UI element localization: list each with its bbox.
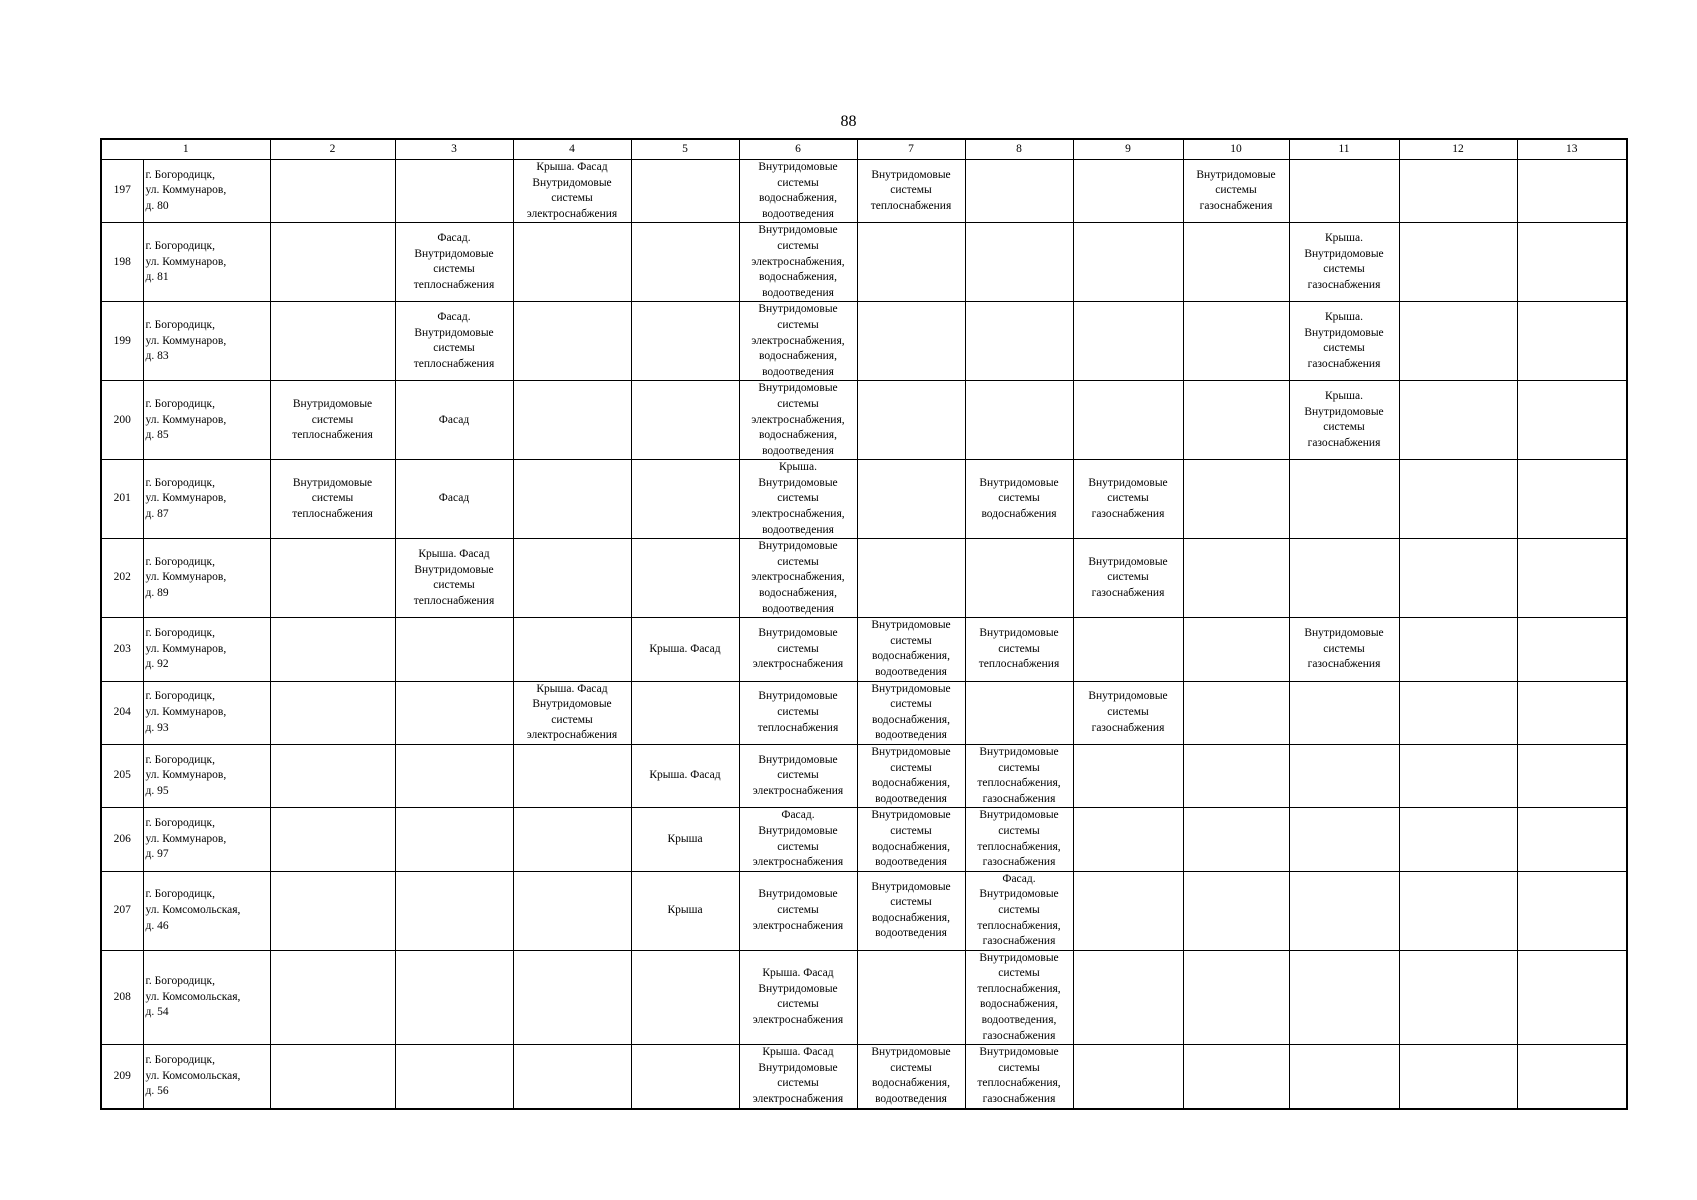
- work-cell: [513, 871, 631, 950]
- work-cell: [270, 871, 395, 950]
- work-cell: [270, 681, 395, 744]
- work-cell: [270, 160, 395, 223]
- row-number: 206: [101, 808, 143, 871]
- work-cell: [631, 1045, 739, 1109]
- work-cell: [1289, 950, 1399, 1045]
- table-row: [101, 539, 1627, 618]
- column-header: 13: [1517, 139, 1627, 160]
- work-cell: [1183, 539, 1289, 618]
- work-cell: [1399, 681, 1517, 744]
- work-cell: [631, 302, 739, 381]
- work-cell: [1073, 871, 1183, 950]
- work-cell: [513, 744, 631, 807]
- work-cell: Фасад: [395, 381, 513, 460]
- work-cell: Крыша: [631, 808, 739, 871]
- address-cell: г. Богородицк, ул. Коммунаров, д. 89: [143, 539, 270, 618]
- work-cell: Крыша. Фасад Внутридомовые системы электроснабжения: [513, 160, 631, 223]
- column-header: 4: [513, 139, 631, 160]
- work-cell: [1517, 950, 1627, 1045]
- work-cell: [631, 950, 739, 1045]
- work-cell: [965, 302, 1073, 381]
- table-row: [101, 871, 1627, 950]
- work-cell: Фасад. Внутридомовые системы электроснабжения: [739, 808, 857, 871]
- work-cell: [1289, 744, 1399, 807]
- row-number: 198: [101, 223, 143, 302]
- page-number: 88: [840, 113, 857, 130]
- work-cell: [965, 539, 1073, 618]
- work-cell: Внутридомовые системы теплоснабжения: [857, 160, 965, 223]
- work-cell: Внутридомовые системы газоснабжения: [1183, 160, 1289, 223]
- work-cell: Крыша. Фасад Внутридомовые системы электроснабжения: [739, 950, 857, 1045]
- work-cell: [270, 808, 395, 871]
- work-cell: [513, 1045, 631, 1109]
- work-cell: [857, 302, 965, 381]
- table-body: [101, 160, 1627, 1109]
- work-cell: Внутридомовые системы водоснабжения, водоотведения: [857, 1045, 965, 1109]
- work-cell: [1073, 302, 1183, 381]
- work-cell: [1399, 871, 1517, 950]
- work-cell: [1073, 744, 1183, 807]
- table-row: [101, 808, 1627, 871]
- work-cell: Внутридомовые системы водоснабжения, водоотведения: [857, 681, 965, 744]
- column-header: 12: [1399, 139, 1517, 160]
- work-cell: Крыша. Фасад Внутридомовые системы теплоснабжения: [395, 539, 513, 618]
- work-cell: [1399, 381, 1517, 460]
- work-cell: [1517, 460, 1627, 539]
- work-cell: [1399, 302, 1517, 381]
- column-header: 10: [1183, 139, 1289, 160]
- work-cell: [1399, 460, 1517, 539]
- address-cell: г. Богородицк, ул. Коммунаров, д. 97: [143, 808, 270, 871]
- address-cell: г. Богородицк, ул. Коммунаров, д. 80: [143, 160, 270, 223]
- work-cell: [1289, 681, 1399, 744]
- table-row: [101, 302, 1627, 381]
- work-cell: [1183, 381, 1289, 460]
- work-cell: [1289, 871, 1399, 950]
- work-cell: Внутридомовые системы теплоснабжения, газоснабжения: [965, 1045, 1073, 1109]
- row-number: 208: [101, 950, 143, 1045]
- repair-schedule-table: [100, 138, 1628, 1110]
- work-cell: Внутридомовые системы водоснабжения, водоотведения: [857, 744, 965, 807]
- work-cell: Крыша. Внутридомовые системы газоснабжения: [1289, 381, 1399, 460]
- table-row: [101, 744, 1627, 807]
- work-cell: [513, 808, 631, 871]
- table-row: [101, 681, 1627, 744]
- work-cell: [513, 539, 631, 618]
- row-number: 199: [101, 302, 143, 381]
- work-cell: [965, 160, 1073, 223]
- table-row: [101, 381, 1627, 460]
- work-cell: [1517, 539, 1627, 618]
- work-cell: Фасад: [395, 460, 513, 539]
- header-row: [101, 139, 1627, 160]
- address-cell: г. Богородицк, ул. Комсомольская, д. 56: [143, 1045, 270, 1109]
- work-cell: Крыша. Фасад Внутридомовые системы электроснабжения: [739, 1045, 857, 1109]
- work-cell: [1183, 302, 1289, 381]
- work-cell: [1289, 1045, 1399, 1109]
- work-cell: Внутридомовые системы теплоснабжения: [270, 460, 395, 539]
- work-cell: [395, 871, 513, 950]
- column-header: 9: [1073, 139, 1183, 160]
- column-header: 11: [1289, 139, 1399, 160]
- work-cell: [1073, 381, 1183, 460]
- work-cell: [965, 681, 1073, 744]
- address-cell: г. Богородицк, ул. Коммунаров, д. 83: [143, 302, 270, 381]
- work-cell: Внутридомовые системы электроснабжения, водоснабжения, водоотведения: [739, 223, 857, 302]
- row-number: 204: [101, 681, 143, 744]
- table-row: [101, 618, 1627, 681]
- work-cell: Внутридомовые системы газоснабжения: [1073, 681, 1183, 744]
- work-cell: [270, 539, 395, 618]
- work-cell: [1289, 460, 1399, 539]
- work-cell: Внутридомовые системы водоснабжения, водоотведения: [857, 871, 965, 950]
- row-number: 202: [101, 539, 143, 618]
- work-cell: [857, 223, 965, 302]
- work-cell: [270, 950, 395, 1045]
- work-cell: [1183, 618, 1289, 681]
- work-cell: [1399, 744, 1517, 807]
- work-cell: [513, 618, 631, 681]
- work-cell: [395, 160, 513, 223]
- work-cell: [1399, 1045, 1517, 1109]
- row-number: 207: [101, 871, 143, 950]
- column-header: 7: [857, 139, 965, 160]
- work-cell: [857, 381, 965, 460]
- work-cell: Крыша. Внутридомовые системы газоснабжения: [1289, 223, 1399, 302]
- work-cell: [395, 808, 513, 871]
- row-number: 203: [101, 618, 143, 681]
- work-cell: Внутридомовые системы теплоснабжения, газоснабжения: [965, 808, 1073, 871]
- work-cell: Внутридомовые системы водоснабжения, водоотведения: [857, 618, 965, 681]
- address-cell: г. Богородицк, ул. Коммунаров, д. 93: [143, 681, 270, 744]
- table-row: [101, 1045, 1627, 1109]
- work-cell: Внутридомовые системы теплоснабжения, водоснабжения, водоотведения, газоснабжения: [965, 950, 1073, 1045]
- work-cell: [1183, 223, 1289, 302]
- work-cell: [631, 460, 739, 539]
- work-cell: [857, 460, 965, 539]
- work-cell: Внутридомовые системы водоснабжения: [965, 460, 1073, 539]
- work-cell: [1517, 808, 1627, 871]
- work-cell: Внутридомовые системы водоснабжения, водоотведения: [857, 808, 965, 871]
- work-cell: [631, 681, 739, 744]
- work-cell: Внутридомовые системы газоснабжения: [1073, 539, 1183, 618]
- row-number: 205: [101, 744, 143, 807]
- work-cell: [1399, 539, 1517, 618]
- work-cell: Внутридомовые системы электроснабжения: [739, 744, 857, 807]
- work-cell: Крыша. Фасад: [631, 618, 739, 681]
- work-cell: [1073, 618, 1183, 681]
- work-cell: [965, 381, 1073, 460]
- address-cell: г. Богородицк, ул. Коммунаров, д. 92: [143, 618, 270, 681]
- work-cell: Крыша. Фасад: [631, 744, 739, 807]
- work-cell: [1517, 223, 1627, 302]
- work-cell: [513, 381, 631, 460]
- work-cell: [395, 950, 513, 1045]
- row-number: 197: [101, 160, 143, 223]
- work-cell: Внутридомовые системы электроснабжения: [739, 618, 857, 681]
- work-cell: [513, 223, 631, 302]
- work-cell: [395, 1045, 513, 1109]
- work-cell: [1517, 302, 1627, 381]
- work-cell: [1073, 1045, 1183, 1109]
- work-cell: [857, 950, 965, 1045]
- work-cell: [1399, 808, 1517, 871]
- work-cell: Крыша. Внутридомовые системы электроснабжения, водоотведения: [739, 460, 857, 539]
- work-cell: Внутридомовые системы электроснабжения, водоснабжения, водоотведения: [739, 302, 857, 381]
- work-cell: [1073, 223, 1183, 302]
- work-cell: [857, 539, 965, 618]
- work-cell: [270, 618, 395, 681]
- work-cell: [1399, 223, 1517, 302]
- work-cell: [1183, 681, 1289, 744]
- work-cell: [1517, 871, 1627, 950]
- work-cell: Фасад. Внутридомовые системы теплоснабжения, газоснабжения: [965, 871, 1073, 950]
- work-cell: [1289, 539, 1399, 618]
- row-number: 200: [101, 381, 143, 460]
- work-cell: [1289, 808, 1399, 871]
- work-cell: [1183, 1045, 1289, 1109]
- work-cell: [1183, 950, 1289, 1045]
- work-cell: [270, 1045, 395, 1109]
- table-row: [101, 160, 1627, 223]
- work-cell: [270, 302, 395, 381]
- table-row: [101, 950, 1627, 1045]
- work-cell: [1073, 160, 1183, 223]
- work-cell: [395, 618, 513, 681]
- work-cell: Внутридомовые системы теплоснабжения: [965, 618, 1073, 681]
- work-cell: [965, 223, 1073, 302]
- work-cell: Внутридомовые системы теплоснабжения, газоснабжения: [965, 744, 1073, 807]
- work-cell: [395, 681, 513, 744]
- work-cell: [1399, 160, 1517, 223]
- work-cell: Крыша: [631, 871, 739, 950]
- work-cell: Внутридомовые системы газоснабжения: [1073, 460, 1183, 539]
- work-cell: [1399, 950, 1517, 1045]
- work-cell: [1399, 618, 1517, 681]
- work-cell: [631, 381, 739, 460]
- work-cell: [1517, 681, 1627, 744]
- work-cell: [1183, 460, 1289, 539]
- work-cell: [513, 950, 631, 1045]
- address-cell: г. Богородицк, ул. Коммунаров, д. 95: [143, 744, 270, 807]
- work-cell: [1183, 808, 1289, 871]
- table-row: [101, 460, 1627, 539]
- work-cell: Внутридомовые системы электроснабжения, водоснабжения, водоотведения: [739, 539, 857, 618]
- work-cell: [1289, 160, 1399, 223]
- column-header: 5: [631, 139, 739, 160]
- work-cell: Внутридомовые системы электроснабжения: [739, 871, 857, 950]
- address-cell: г. Богородицк, ул. Коммунаров, д. 87: [143, 460, 270, 539]
- row-number: 209: [101, 1045, 143, 1109]
- column-header: 3: [395, 139, 513, 160]
- work-cell: Крыша. Внутридомовые системы газоснабжения: [1289, 302, 1399, 381]
- column-header: 8: [965, 139, 1073, 160]
- work-cell: Крыша. Фасад Внутридомовые системы электроснабжения: [513, 681, 631, 744]
- work-cell: Внутридомовые системы теплоснабжения: [270, 381, 395, 460]
- work-cell: [1517, 1045, 1627, 1109]
- address-cell: г. Богородицк, ул. Комсомольская, д. 46: [143, 871, 270, 950]
- work-cell: Внутридомовые системы электроснабжения, водоснабжения, водоотведения: [739, 381, 857, 460]
- work-cell: [1073, 950, 1183, 1045]
- work-cell: [513, 460, 631, 539]
- table-row: [101, 223, 1627, 302]
- work-cell: [1183, 744, 1289, 807]
- work-cell: Фасад. Внутридомовые системы теплоснабжения: [395, 302, 513, 381]
- work-cell: [1517, 618, 1627, 681]
- work-cell: [1517, 160, 1627, 223]
- column-header: 1: [101, 139, 270, 160]
- work-cell: Внутридомовые системы теплоснабжения: [739, 681, 857, 744]
- address-cell: г. Богородицк, ул. Комсомольская, д. 54: [143, 950, 270, 1045]
- column-header: 2: [270, 139, 395, 160]
- work-cell: [1183, 871, 1289, 950]
- work-cell: [631, 160, 739, 223]
- work-cell: [1517, 381, 1627, 460]
- work-cell: [270, 744, 395, 807]
- row-number: 201: [101, 460, 143, 539]
- work-cell: Внутридомовые системы газоснабжения: [1289, 618, 1399, 681]
- work-cell: [270, 223, 395, 302]
- address-cell: г. Богородицк, ул. Коммунаров, д. 81: [143, 223, 270, 302]
- work-cell: [513, 302, 631, 381]
- address-cell: г. Богородицк, ул. Коммунаров, д. 85: [143, 381, 270, 460]
- column-header: 6: [739, 139, 857, 160]
- work-cell: [1073, 808, 1183, 871]
- work-cell: [395, 744, 513, 807]
- work-cell: [1517, 744, 1627, 807]
- work-cell: Фасад. Внутридомовые системы теплоснабжения: [395, 223, 513, 302]
- work-cell: [631, 539, 739, 618]
- work-cell: [631, 223, 739, 302]
- work-cell: Внутридомовые системы водоснабжения, водоотведения: [739, 160, 857, 223]
